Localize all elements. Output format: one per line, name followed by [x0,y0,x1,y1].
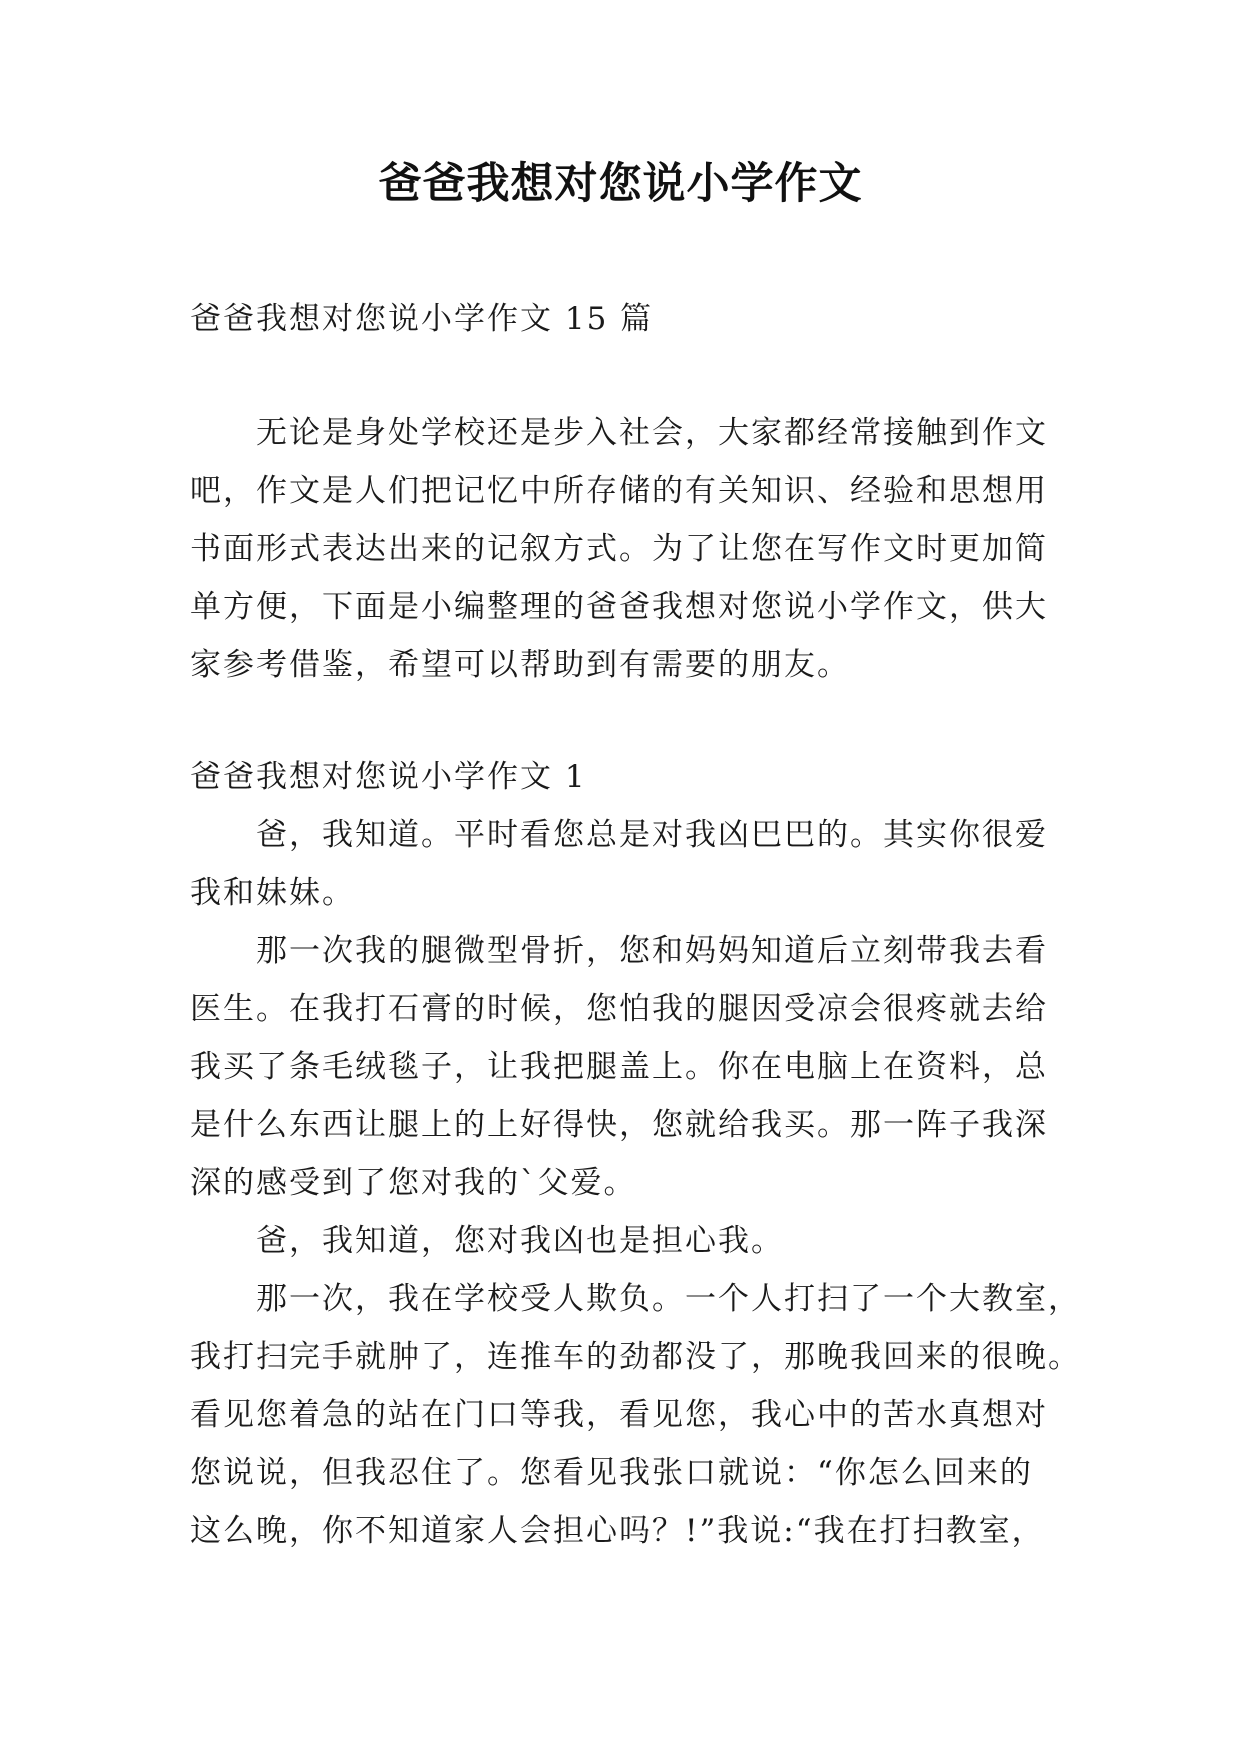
essay-paragraph-4 [190,1270,1081,1560]
paragraph-line: 我和妹妹。 [190,875,355,911]
paragraph-line: 爸，我知道。平时看您总是对我凶巴巴的。其实你很爱 [256,817,1048,853]
intro-line: 家参考借鉴，希望可以帮助到有需要的朋友。 [190,647,850,683]
paragraph-line: 医生。在我打石膏的时候，您怕我的腿因受凉会很疼就去给 [190,991,1048,1027]
paragraph-line: 您说说，但我忍住了。您看见我张口就说：“你怎么回来的 [190,1455,1033,1491]
paragraph-line: 我打扫完手就肿了，连推车的劲都没了，那晚我回来的很晚。 [190,1339,1081,1375]
paragraph-line: 我买了条毛绒毯子，让我把腿盖上。你在电脑上在资料，总 [190,1049,1048,1085]
subtitle: 爸爸我想对您说小学作文 15 篇 [190,301,654,337]
document-body [190,290,1081,1560]
paragraph-line: 看见您着急的站在门口等我，看见您，我心中的苦水真想对 [190,1397,1048,1433]
paragraph-line: 是什么东西让腿上的上好得快，您就给我买。那一阵子我深 [190,1107,1048,1143]
paragraph-line: 这么晚，你不知道家人会担心吗？!”我说:“我在打扫教室， [190,1513,1045,1549]
essay-paragraph-1 [190,806,1052,922]
intro-line: 单方便，下面是小编整理的爸爸我想对您说小学作文，供大 [190,589,1048,625]
intro-line: 书面形式表达出来的记叙方式。为了让您在写作文时更加简 [190,531,1048,567]
paragraph-line: 那一次我的腿微型骨折，您和妈妈知道后立刻带我去看 [256,933,1048,969]
intro-line: 无论是身处学校还是步入社会，大家都经常接触到作文 [256,415,1048,451]
essay-heading: 爸爸我想对您说小学作文 1 [190,759,587,795]
paragraph-line: 爸，我知道，您对我凶也是担心我。 [256,1223,784,1259]
intro-paragraph [190,404,1052,694]
essay-paragraph-2 [190,922,1052,1212]
essay-paragraph-3 [190,1212,1052,1270]
intro-line: 吧，作文是人们把记忆中所存储的有关知识、经验和思想用 [190,473,1048,509]
document-title: 爸爸我想对您说小学作文 [378,159,863,209]
paragraph-line: 深的感受到了您对我的`父爱。 [190,1165,637,1201]
paragraph-line: 那一次，我在学校受人欺负。一个人打扫了一个大教室， [256,1281,1081,1317]
